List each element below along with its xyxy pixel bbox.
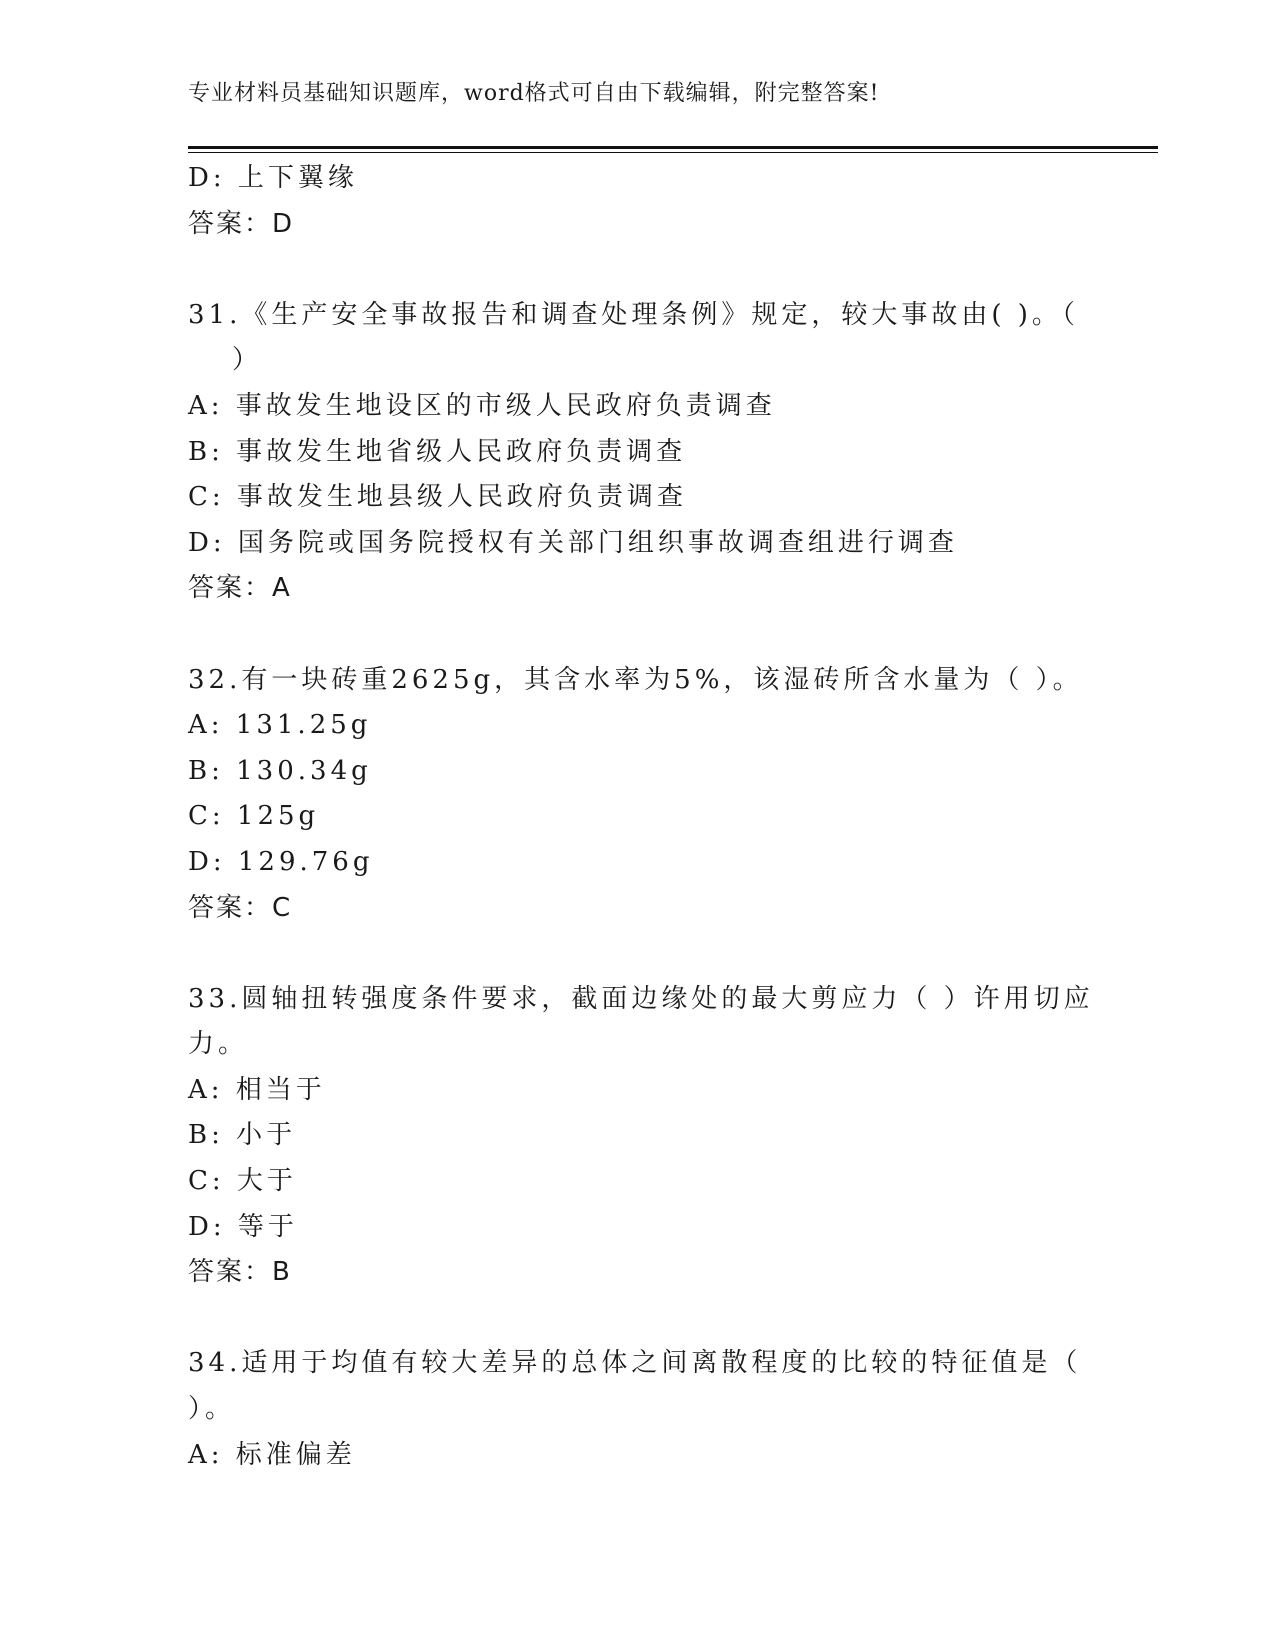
question-content <box>188 156 1094 1478</box>
option-a: A: 标准偏差 <box>188 1439 356 1470</box>
page-header: 专业材料员基础知识题库，word格式可自由下载编辑，附完整答案! <box>188 81 880 106</box>
option-b: B: 事故发生地省级人民政府负责调查 <box>188 436 687 467</box>
option-c: C: 事故发生地县级人民政府负责调查 <box>188 482 687 513</box>
answer-line: 答案：B <box>188 1257 292 1288</box>
answer-line: 答案：D <box>188 208 295 239</box>
question-stem-continuation: ） <box>232 345 263 376</box>
question-stem: 31.《生产安全事故报告和调查处理条例》规定，较大事故由( )。（ <box>188 299 1079 330</box>
spacer <box>188 931 1068 977</box>
question-stem: 32.有一块砖重2625g，其含水率为5%，该湿砖所含水量为（ ）。 <box>188 664 1083 695</box>
question-32 <box>188 658 1083 932</box>
question-34 <box>188 1341 1082 1478</box>
question-stem: 33.圆轴扭转强度条件要求，截面边缘处的最大剪应力（ ）许用切应 <box>188 983 1094 1014</box>
question-stem-continuation: 力。 <box>188 1029 249 1060</box>
option-a: A: 131.25g <box>188 710 372 741</box>
question-stem-continuation: ）。 <box>188 1394 236 1425</box>
option-b: B: 130.34g <box>188 755 372 786</box>
option-d: D: 国务院或国务院授权有关部门组织事故调查组进行调查 <box>188 527 958 558</box>
option-d: D: 上下翼缘 <box>188 163 358 193</box>
answer-line: 答案：A <box>188 573 292 604</box>
spacer <box>188 1296 1068 1342</box>
header-divider <box>188 146 1158 153</box>
option-a: A: 相当于 <box>188 1074 326 1105</box>
option-d: D: 等于 <box>188 1211 298 1242</box>
question-fragment-30 <box>188 156 1068 247</box>
option-b: B: 小于 <box>188 1120 297 1151</box>
answer-line: 答案：C <box>188 892 293 923</box>
question-31 <box>188 293 1079 612</box>
question-stem: 34.适用于均值有较大差异的总体之间离散程度的比较的特征值是（ <box>188 1348 1082 1379</box>
spacer <box>188 612 1068 658</box>
spacer <box>188 247 1068 293</box>
option-c: C: 大于 <box>188 1166 297 1197</box>
option-d: D: 129.76g <box>188 846 374 877</box>
option-a: A: 事故发生地设区的市级人民政府负责调查 <box>188 390 776 421</box>
option-c: C: 125g <box>188 801 320 832</box>
question-33 <box>188 977 1094 1296</box>
